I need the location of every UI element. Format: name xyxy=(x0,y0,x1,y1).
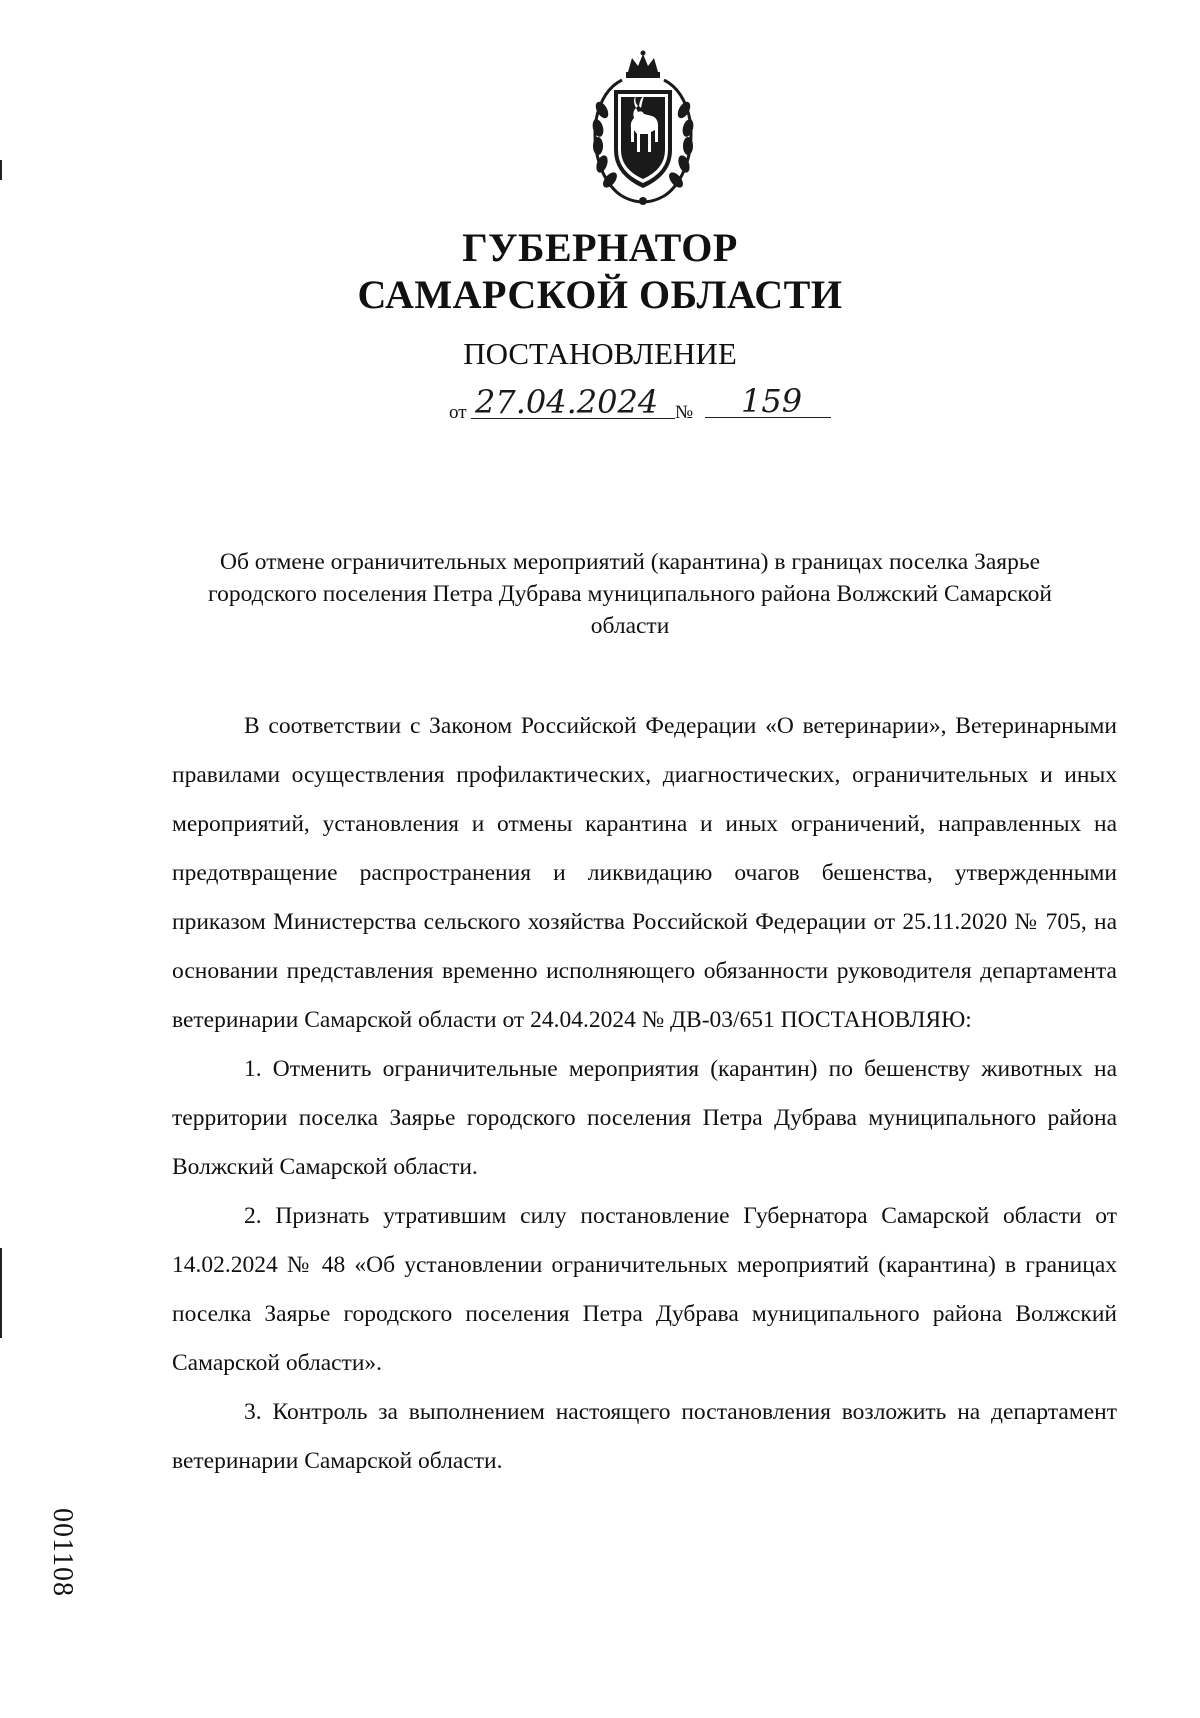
document-type: ПОСТАНОВЛЕНИЕ xyxy=(463,336,737,371)
item-2-paragraph: 2. Признать утратившим силу постановление Губернатора Самарской области от 14.02.2024 № 48 «Об установлении ограничительных мероприятий (карантина) в границах поселка Заярье городского поселения Петра Дубрава муниципального района Волжский Самарской области». xyxy=(172,1203,1117,1376)
preamble-paragraph: В соответствии с Законом Российской Федерации «О ветеринарии», Ветеринарными правилами осуществления профилактических, диагностических, ограничительных и иных мероприятий, установления и отмены карантина и иных ограничений, направленных на предотвращение распространения и ликвидацию очагов бешенства, утвержденными приказом Министерства сельского хозяйства Российской Федерации от 25.11.2020 № 705, на основании представления временно исполняющего обязанности руководителя департамента ветеринарии Самарской области от 24.04.2024 № ДВ-03/651 ПОСТАНОВЛЯЮ: xyxy=(172,713,1117,1033)
date-number-line xyxy=(449,382,849,430)
handwritten-date: 27.04.2024 xyxy=(471,386,675,419)
item-1-paragraph: 1. Отменить ограничительные мероприятия (карантин) по бешенству животных на территории поселка Заярье городского поселения Петра Дубрава муниципального района Волжский Самарской области. xyxy=(172,1056,1117,1180)
handwritten-number: 159 xyxy=(705,384,831,418)
item-3-paragraph: 3. Контроль за выполнением настоящего постановления возложить на департамент ветеринарии Самарской области. xyxy=(172,1399,1117,1474)
date-prefix: от xyxy=(449,402,467,423)
scan-edge-mark xyxy=(0,160,2,180)
document-body xyxy=(172,702,1117,1486)
side-serial-number: 001108 xyxy=(47,1508,78,1597)
number-sign: № xyxy=(675,402,694,423)
coat-of-arms-emblem xyxy=(582,50,704,210)
scan-edge-mark xyxy=(0,1248,2,1338)
issuer-title-line1: ГУБЕРНАТОР xyxy=(462,225,738,270)
document-subject: Об отмене ограничительных мероприятий (карантина) в границах поселка Заярье городского поселения Петра Дубрава муниципального района Волжский Самарской области xyxy=(208,549,1052,639)
issuer-title-line2: САМАРСКОЙ ОБЛАСТИ xyxy=(357,272,843,317)
